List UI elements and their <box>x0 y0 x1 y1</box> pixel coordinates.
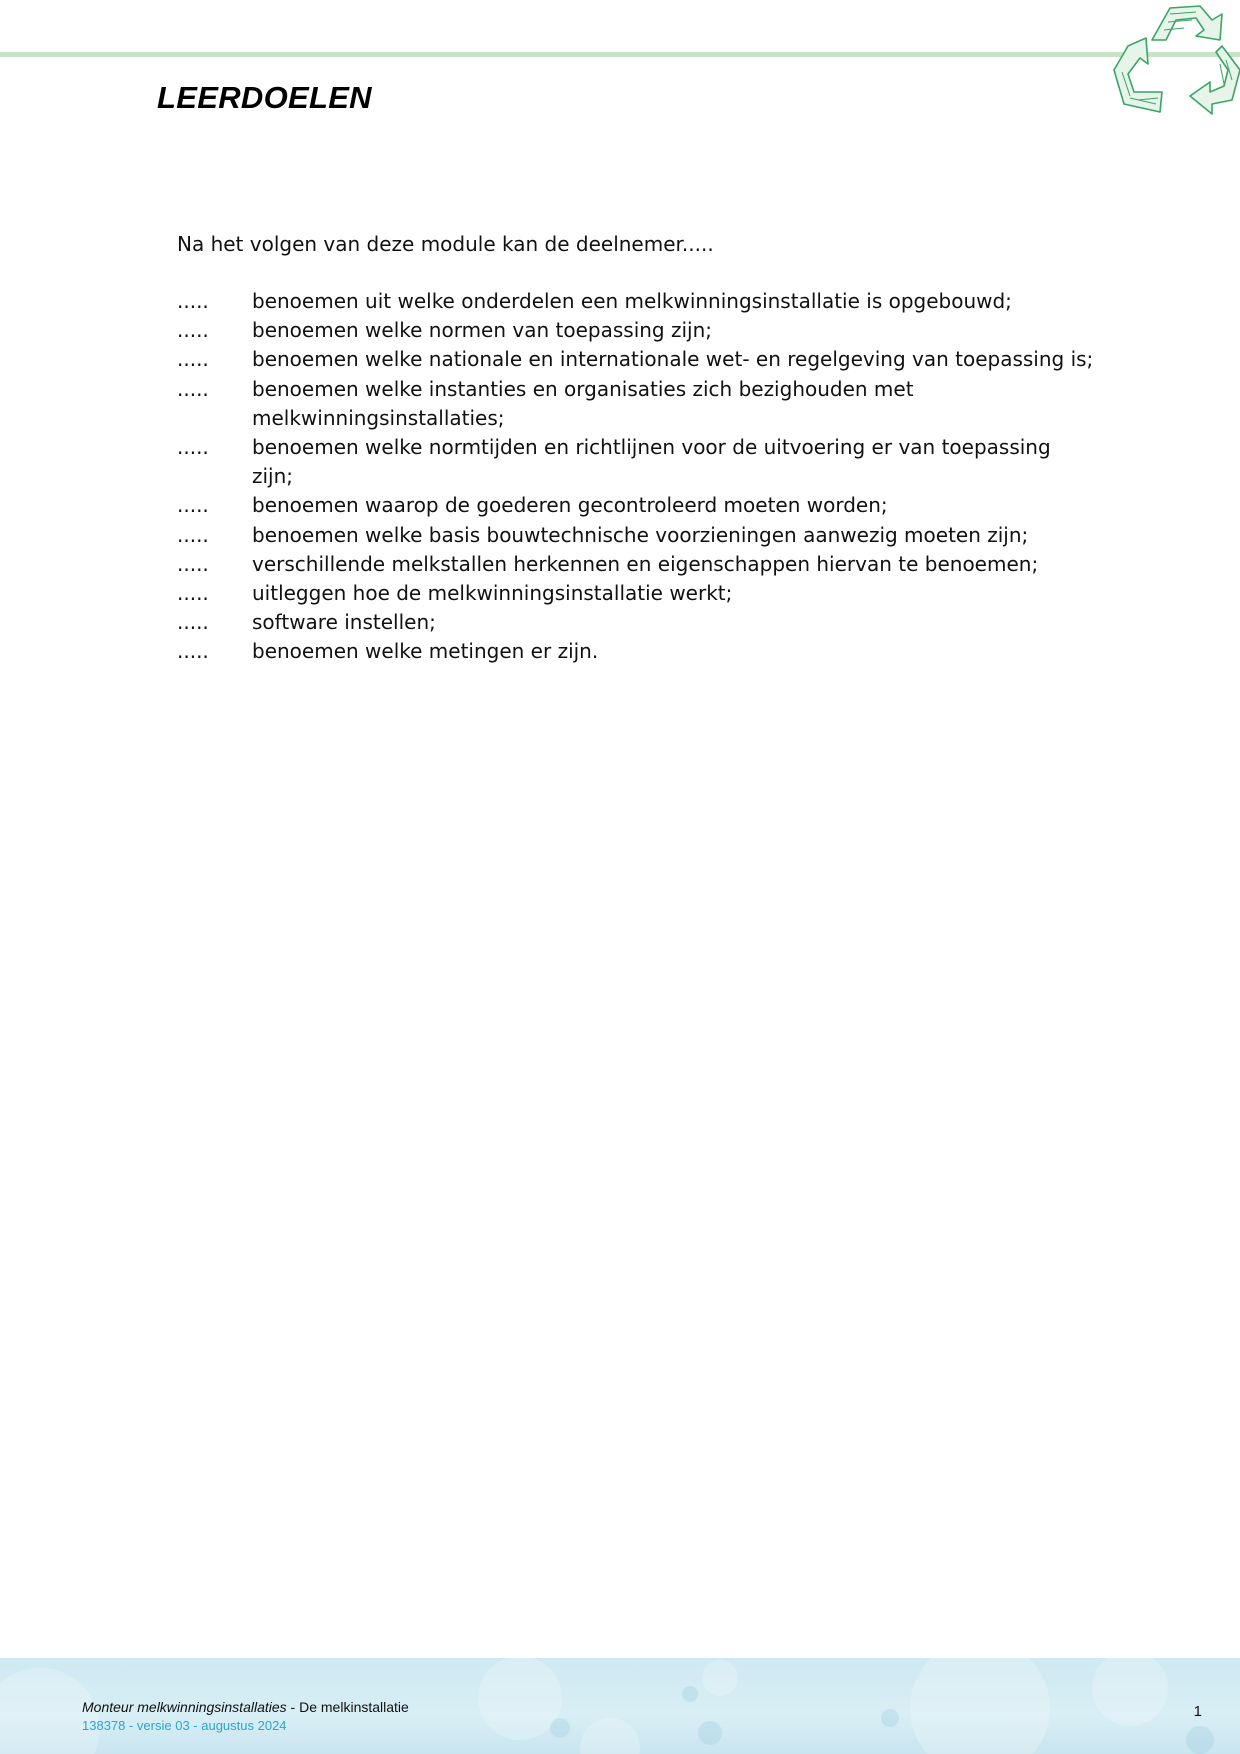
list-item <box>177 433 1097 491</box>
footer-course-title <box>82 1699 409 1715</box>
header-rule <box>0 52 1240 57</box>
list-item <box>177 608 1097 637</box>
page-footer <box>0 1658 1240 1754</box>
list-marker: ..... <box>177 289 209 313</box>
list-item <box>177 491 1097 520</box>
list-item <box>177 579 1097 608</box>
chapter-name: De melkinstallatie <box>299 1699 409 1715</box>
footer-version: 138378 - versie 03 - augustus 2024 <box>82 1718 287 1733</box>
list-marker: ..... <box>177 493 209 518</box>
page-number: 1 <box>1193 1703 1202 1720</box>
goal-text: benoemen welke instanties en organisaties zich bezighouden met melkwinningsinstallaties; <box>252 376 914 430</box>
goal-text: benoemen uit welke onderdelen een melkwinningsinstallatie is opgebouwd; <box>252 289 1012 313</box>
list-item <box>177 345 1097 374</box>
list-marker: ..... <box>177 376 209 401</box>
list-item <box>177 316 1097 345</box>
list-item <box>177 375 1097 433</box>
list-item <box>177 287 1097 316</box>
list-marker: ..... <box>177 347 209 372</box>
goal-text: benoemen welke nationale en internationale wet- en regelgeving van toepassing is; <box>252 347 1094 372</box>
goal-text: benoemen welke metingen er zijn. <box>252 639 599 664</box>
course-name: Monteur melkwinningsinstallaties <box>82 1699 287 1715</box>
recycle-icon <box>1100 0 1240 120</box>
goal-text: verschillende melkstallen herkennen en eigenschappen hiervan te benoemen; <box>252 551 1039 576</box>
footer-separator: - <box>286 1699 300 1715</box>
list-marker: ..... <box>177 551 209 576</box>
list-marker: ..... <box>177 435 209 460</box>
page-title: LEERDOELEN <box>157 80 372 115</box>
goal-text: benoemen welke basis bouwtechnische voorzieningen aanwezig moeten zijn; <box>252 522 1029 547</box>
list-marker: ..... <box>177 639 209 664</box>
list-marker: ..... <box>177 610 209 635</box>
goal-text: software instellen; <box>252 610 436 635</box>
goal-text: benoemen waarop de goederen gecontroleerd moeten worden; <box>252 493 888 518</box>
list-item <box>177 550 1097 579</box>
list-item <box>177 637 1097 666</box>
goal-text: uitleggen hoe de melkwinningsinstallatie werkt; <box>252 581 733 606</box>
intro-text: Na het volgen van deze module kan de deelnemer..... <box>177 232 714 256</box>
list-marker: ..... <box>177 581 209 606</box>
list-marker: ..... <box>177 318 209 343</box>
list-marker: ..... <box>177 522 209 547</box>
goal-text: benoemen welke normen van toepassing zijn; <box>252 318 712 343</box>
learning-goals-list <box>177 287 1097 667</box>
list-item <box>177 521 1097 550</box>
goal-text: benoemen welke normtijden en richtlijnen voor de uitvoering er van toepassing zijn; <box>252 435 1051 489</box>
